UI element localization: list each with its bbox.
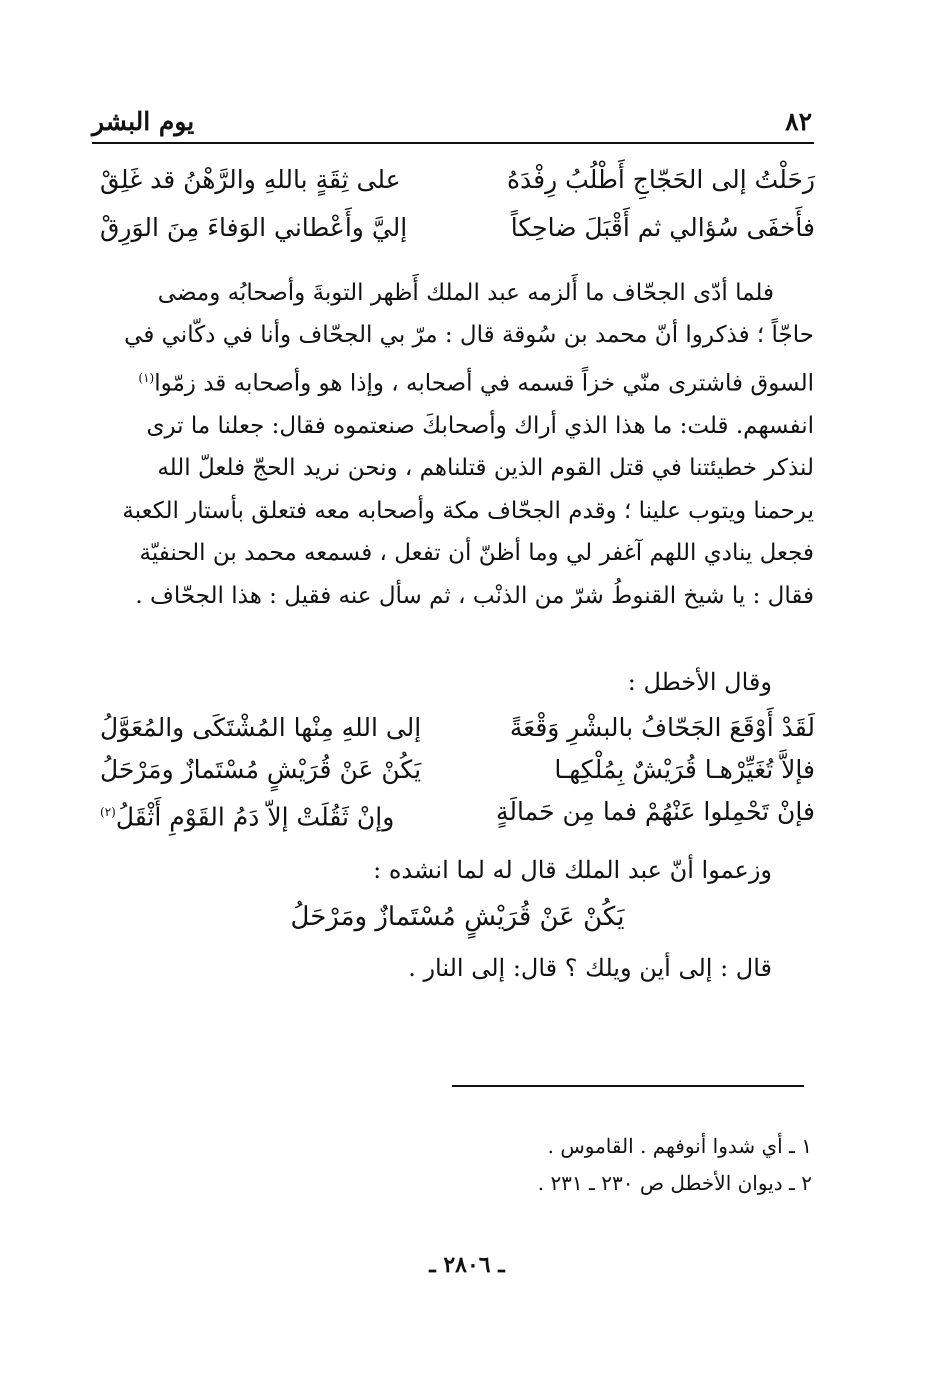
poem-akhtal [100,708,815,832]
hemistich-second: يَكُنْ عَنْ قُرَيْشٍ مُسْتَمازٌ ومَرْحَلُ [100,755,422,784]
hemistich-second: إليَّ وأَعْطاني الوَفاءَ مِنَ الوَرِقْ [100,213,408,242]
footnote-divider [452,1085,804,1087]
prose-line: يرحمنا ويتوب علينا ؛ وقدم الجحّاف مكة وأصحابه معه فتعلق بأستار الكعبة [122,497,814,524]
narration-line: وزعموا أنّ عبد الملك قال له لما انشده : [373,856,772,884]
poem-top [100,160,815,248]
hemistich-first: لَقَدْ أَوْقَعَ الجَحّافُ بالبشْرِ وَقْعَةً [509,713,815,742]
hemistich-first: فإنْ تَحْمِلوا عَنْهُمْ فما مِن حَمالَةٍ [496,797,815,826]
prose-line [98,357,814,405]
prose-line: فلما أدّى الجحّاف ما أَلزمه عبد الملك أَظهر التوبةَ وأصحابُه ومضى [157,280,774,306]
hemistich-first: فإلاَّ تُغَيِّرْهـا قُرَيْشٌ بِمُلْكِهـا [554,755,815,784]
prose-line: انفسهم. قلت: ما هذا الذي أراك وأصحابكَ صنعتموه فقال: جعلنا ما ترى [146,412,814,439]
verse-line [100,208,815,248]
hemistich-second: إلى اللهِ مِنْها المُشْتَكَى والمُعَوَّلُ [100,713,422,742]
verse-line [100,750,815,790]
hemistich-second: على ثِقَةٍ باللهِ والرَّهْنُ قد غَلِقْ [100,165,401,194]
prose-line-text: السوق فاشترى منّي خزاً قسمه في أصحابه ، وإذا هو وأصحابه قد زمّوا [154,370,814,397]
footnote-marker: (٢) [100,805,116,819]
page-number: ـ ٢٨٠٦ ـ [429,1252,505,1278]
verse-line [100,708,815,748]
footnote-item: ١ ـ أي شدوا أنوفهم . القاموس . [547,1134,812,1158]
header-book-title: يوم البشر [92,107,195,136]
prose-paragraph [98,272,814,617]
footnote-marker: (١) [138,370,155,385]
prose-line: حاجّاً ؛ فذكروا أنّ محمد بن سُوقة قال : مرّ بي الجحّاف وأنا في دكّاني في [124,322,814,349]
prose-line: فقال : يا شيخ القنوطُ شرّ من الذنْب ، ثم سأل عنه فقيل : هذا الجحّاف . [135,582,814,609]
page-header [92,96,812,136]
prose-line: لنذكر خطيئتنا في قتل القوم الذين قتلناهم ، ونحن نريد الحجّ فلعلّ الله [157,455,814,482]
hemistich-first: رَحَلْتُ إلى الحَجّاجِ أَطْلُبُ رِفْدَهُ [506,165,815,194]
verse-line [100,160,815,200]
header-divider [92,142,814,144]
header-page-number: ٨٢ [785,107,812,136]
intro-akhtal: وقال الأخطل : [627,668,772,696]
hemistich-text: وإنْ ثَقُلَتْ إلاّ دَمُ القَوْمِ أَثْقَلُ [115,802,395,832]
verse-line [100,792,815,832]
prose-line: فجعل ينادي اللهم آغفر لي وما أظنّ أن تفعل ، فسمعه محمد بن الحنفيّة [139,540,814,567]
footnotes [538,1128,812,1202]
hemistich-second [100,792,394,832]
footnote-item: ٢ ـ ديوان الأخطل ص ٢٣٠ ـ ٢٣١ . [537,1171,812,1195]
hemistich-first: فأَخفَى سُؤالي ثم أَقْبَلَ ضاحِكاً [510,213,815,242]
narration-line: قال : إلى أين ويلك ؟ قال: إلى النار . [408,954,772,982]
quoted-hemistich: يَكُنْ عَنْ قُرَيْشٍ مُسْتَمازٌ ومَرْحَلُ [290,902,625,932]
